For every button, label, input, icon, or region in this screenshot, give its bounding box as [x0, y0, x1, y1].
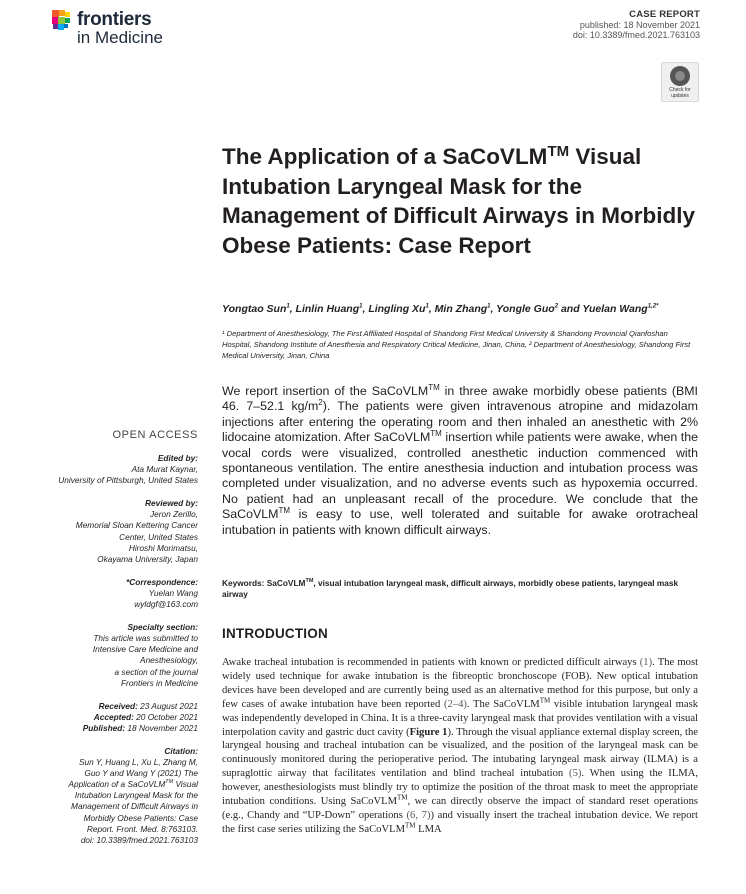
- title-tm: TM: [547, 143, 570, 160]
- citation-link[interactable]: (6, 7): [406, 809, 431, 821]
- author[interactable]: Linlin Huang$^1$: [295, 303, 363, 315]
- frontiers-logo-icon: [50, 8, 74, 32]
- reviewer-line: Jeron Zerillo,: [150, 509, 198, 520]
- logo-line-2: in Medicine: [77, 28, 163, 47]
- article-title: [222, 142, 702, 260]
- citation-line: Management of Difficult Airways in: [71, 801, 198, 812]
- citation-link[interactable]: (5): [569, 768, 582, 780]
- correspondence-email[interactable]: wyldgf@163.com: [134, 599, 198, 610]
- title-part-2: Visual Intubation Laryngeal Mask for the Management of Difficult Airways in Morbidly Obese Patients: Case Report: [222, 144, 695, 258]
- open-access-label[interactable]: OPEN ACCESS: [112, 429, 198, 441]
- specialty-line: a section of the journal: [114, 666, 198, 677]
- editor-affiliation: University of Pittsburgh, United States: [58, 475, 198, 486]
- author-list: Yongtao Sun$^1$, Linlin Huang$^1$, Lingling Xu$^1$, Min Zhang$^1$, Yongle Guo$^2$ and Yuelan Wang$^{1,2*}$: [222, 303, 659, 315]
- reviewed-by-heading: Reviewed by:: [144, 498, 198, 509]
- specialty-section-heading: Specialty section:: [127, 622, 198, 633]
- citation-line: Sun Y, Huang L, Xu L, Zhang M,: [78, 757, 198, 768]
- author[interactable]: Lingling Xu$^1$: [368, 303, 429, 315]
- received-date: Received: 23 August 2021: [98, 700, 198, 711]
- correspondence-heading: *Correspondence:: [126, 576, 198, 587]
- citation-line: Application of a SaCoVLM™ Visual: [68, 779, 198, 790]
- article-header: [573, 10, 700, 40]
- citation-link[interactable]: (2–4): [443, 698, 467, 710]
- editor-name: Ata Murat Kaynar,: [131, 464, 198, 475]
- reviewer-line: Memorial Sloan Kettering Cancer: [75, 520, 198, 531]
- citation-heading: Citation:: [164, 745, 198, 756]
- specialty-line: Frontiers in Medicine: [120, 677, 198, 688]
- logo-line-1: frontiers: [77, 9, 152, 30]
- citation-line: Report. Front. Med. 8:763103.: [86, 823, 198, 834]
- introduction-text: Awake tracheal intubation is recommended in patients with known or predicted difficult airways (1). The most widely used technique for awake intubation is the fibreoptic bronchoscope (FOB). New optical intubation devices have been developed and are currently being used as an alternative method for this purpose, but only a few cases of awake intubation have been reported (2–4). The SaCoVLM™ visible intubation laryngeal mask was independently developed in China. It is a three-cavity laryngeal mask that provides ventilation with a visual interpolation cavity and gastric duct cavity (Figure 1). Through the visual appliance external display screen, the laryngeal housing and tracheal intubation can be visualized, and the position of the laryngeal mask can be continuously monitored during the perioperative period. The intubating laryngeal mask airway (ILMA) is a supraglottic airway that facilitates ventilation and blind tracheal intubation (5). When using the ILMA, however, anesthesiologists must blindly try to optimize the position of the throat mask to meet the appropriate intubation conditions. Using SaCoVLM™, we can directly observe the impact of standard reset operations (e.g., Chandy and “UP-Down” operations (6, 7)) and visually insert the tracheal intubation device. We report the first case series utilizing the SaCoVLM™ LMA: [222, 657, 699, 835]
- published-date-sidebar: Published: 18 November 2021: [82, 722, 198, 733]
- citation-line: Intubation Laryngeal Mask for the: [74, 790, 198, 801]
- check-for-updates-label: Check for updates: [669, 87, 691, 99]
- affiliations: ¹ Department of Anesthesiology, The First Affiliated Hospital of Shandong First Medical University & Shandong Provincial Qianfoshan Hospital, Shandong Institute of Anesthesia and Respiratory Critical Medicine, Jinan, China, ² Department of Anesthesiology, Shandong First Medical University, Jinan, China: [222, 329, 691, 360]
- specialty-line: Anesthesiology,: [140, 655, 198, 666]
- citation-line: Guo Y and Wang Y (2021) The: [84, 768, 198, 779]
- keywords: Keywords: SaCoVLM™, visual intubation laryngeal mask, difficult airways, morbidly obese patients, laryngeal mask airway: [222, 577, 679, 599]
- accepted-date: Accepted: 20 October 2021: [93, 711, 198, 722]
- abstract: We report insertion of the SaCoVLM™ in three awake morbidly obese patients (BMI 46. 7–52.1 $kg/m^2$). The patients were given intravenous atropine and midazolam injections after entering the operating room and then inhaled an anesthetic with 2% lidocaine atomization. After SaCoVLM™ insertion while patients were awake, when the vocal cords were visualized, controlled anesthetic induction commenced with spontaneous ventilation. The entire anesthesia induction and intubation process was completed under visualization, and no adverse events such as hypoxemia occurred. No patient had an unpleasant recall of the procedure. We conclude that the SaCoVLM™ is easy to use, well tolerated and suitable for awake orotracheal intubation in patients with known difficult airways.: [222, 382, 699, 537]
- author[interactable]: Yuelan Wang$^{1,2*}$: [582, 303, 659, 315]
- specialty-line: Intensive Care Medicine and: [92, 644, 198, 655]
- author[interactable]: Min Zhang$^1$: [434, 303, 491, 315]
- check-for-updates-button[interactable]: [661, 62, 699, 102]
- reviewer-line: Okayama University, Japan: [97, 553, 198, 564]
- correspondence-name: Yuelan Wang: [148, 587, 198, 598]
- doi[interactable]: doi: 10.3389/fmed.2021.763103: [572, 30, 700, 40]
- author[interactable]: Yongle Guo$^2$: [496, 303, 559, 315]
- author[interactable]: Yongtao Sun$^1$: [222, 303, 290, 315]
- citation-doi[interactable]: doi: 10.3389/fmed.2021.763103: [80, 834, 198, 845]
- frontiers-logo[interactable]: [50, 6, 180, 46]
- citation-line: Morbidly Obese Patients: Case: [83, 812, 198, 823]
- published-date: published: 18 November 2021: [579, 20, 700, 30]
- specialty-line: This article was submitted to: [93, 633, 198, 644]
- reviewer-line: Center, United States: [119, 531, 198, 542]
- crossmark-icon: [670, 66, 690, 86]
- article-info-sidebar: [18, 429, 198, 846]
- article-type: CASE REPORT: [629, 9, 700, 20]
- citation-link[interactable]: (1): [639, 657, 653, 668]
- figure-link[interactable]: Figure 1: [409, 726, 448, 738]
- section-heading-introduction: INTRODUCTION: [222, 626, 328, 641]
- reviewer-line: Hiroshi Morimatsu,: [128, 542, 198, 553]
- edited-by-heading: Edited by:: [157, 453, 198, 463]
- title-part-1: The Application of a SaCoVLM: [222, 144, 548, 169]
